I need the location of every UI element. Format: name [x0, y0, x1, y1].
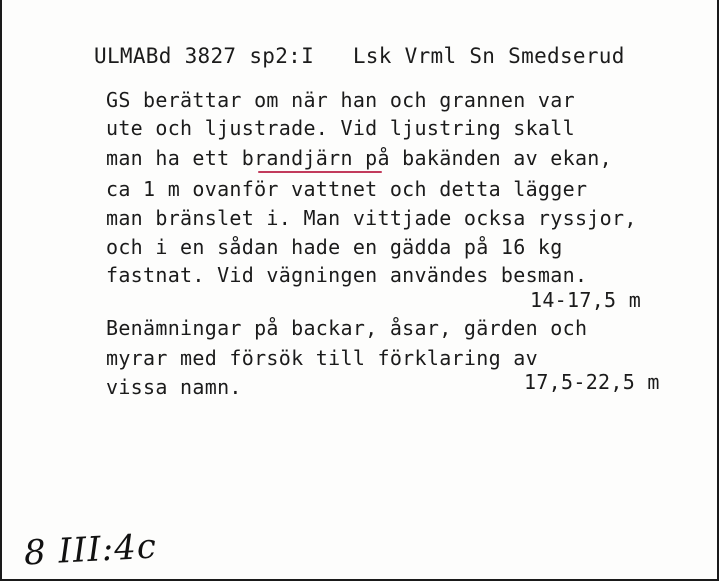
- text-line-2: ute och ljustrade. Vid ljustring skall: [106, 116, 575, 140]
- text-line-10: vissa namn.: [106, 375, 242, 399]
- text-line-7: fastnat. Vid vägningen användes besman.: [106, 263, 588, 287]
- reference-range-1: 14-17,5 m: [530, 288, 642, 312]
- text-line-9: myrar med försök till förklaring av: [106, 346, 538, 370]
- text-line-1: GS berättar om när han och grannen var: [106, 88, 575, 112]
- text-line-4: ca 1 m ovanför vattnet och detta lägger: [106, 177, 588, 201]
- handwritten-code: 8 III:4c: [23, 526, 158, 574]
- reference-range-2: 17,5-22,5 m: [524, 370, 660, 394]
- text-line-6: och i en sådan hade en gädda på 16 kg: [106, 235, 563, 259]
- text-line-5: man bränslet i. Man vittjade ocksa ryssjor,: [106, 206, 637, 230]
- text-line-3: man ha ett brandjärn på bakänden av ekan,: [106, 146, 612, 170]
- brandjarn-underline: [258, 171, 382, 173]
- card-header: ULMABd 3827 sp2:I Lsk Vrml Sn Smedserud: [94, 44, 625, 68]
- text-line-8: Benämningar på backar, åsar, gärden och: [106, 316, 588, 340]
